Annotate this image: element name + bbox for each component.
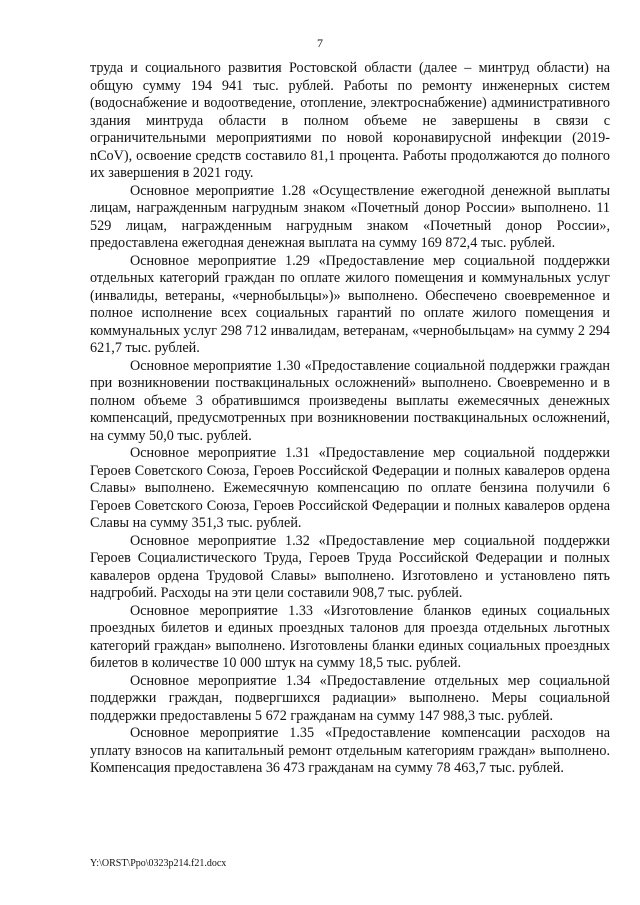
- paragraph-measure-1-35: Основное мероприятие 1.35 «Предоставление компенсации расходов на уплату взносов на капитальный ремонт отдельным категориям граждан» выполнено. Компенсация предоставлена 36 473 гражданам на сумму 78 463,7 тыс. рублей.: [90, 725, 610, 776]
- paragraph-measure-1-30: Основное мероприятие 1.30 «Предоставление социальной поддержки граждан при возникновении поствакцинальных осложнений» выполнено. Своевременно и в полном объеме 3 обратившимся произведены выплаты ежемесячных денежных компенсаций, предусмотренных при возникновении поствакцинальных осложнений, на сумму 50,0 тыс. рублей.: [90, 357, 610, 444]
- paragraph-measure-1-33: Основное мероприятие 1.33 «Изготовление бланков единых социальных проездных билетов и единых проездных талонов для проезда отдельных льготных категорий граждан» выполнено. Изготовлены бланки единых социальных проездных билетов в количестве 10 000 штук на сумму 18,5 тыс. рублей.: [90, 602, 610, 671]
- paragraph-measure-1-29: Основное мероприятие 1.29 «Предоставление мер социальной поддержки отдельных категорий граждан по оплате жилого помещения и коммунальных услуг (инвалиды, ветераны, «чернобыльцы»)» выполнено. Обеспечено своевременное и полное исполнение всех социальных гарантий по оплате жилого помещения и коммунальных услуг 298 712 инвалидам, ветеранам, «чернобыльцам» на сумму 2 294 621,7 тыс. рублей.: [90, 252, 610, 356]
- paragraph-continuation: труда и социального развития Ростовской области (далее – минтруд области) на общую сумму 194 941 тыс. рублей. Работы по ремонту инженерных систем (водоснабжение и водоотведение, отопление, электроснабжение) административного здания минтруда области в полном объеме не завершены в связи с ограничительными мероприятиями по новой коронавирусной инфекции (2019-nCoV), освоение средств составило 81,1 процента. Работы продолжаются до полного их завершения в 2021 году.: [90, 60, 610, 181]
- file-path-footer: Y:\ORST\Ppo\0323p214.f21.docx: [90, 858, 227, 869]
- document-body: [90, 60, 610, 778]
- paragraph-measure-1-32: Основное мероприятие 1.32 «Предоставление мер социальной поддержки Героев Социалистического Труда, Героев Труда Российской Федерации и полных кавалеров ордена Трудовой Славы» выполнено. Изготовлено и установлено пять надгробий. Расходы на эти цели составили 908,7 тыс. рублей.: [90, 532, 610, 601]
- paragraph-measure-1-31: Основное мероприятие 1.31 «Предоставление мер социальной поддержки Героев Советского Союза, Героев Российской Федерации и полных кавалеров ордена Славы» выполнено. Ежемесячную компенсацию по оплате бензина получили 6 Героев Советского Союза, Героев Российской Федерации и полных кавалеров ордена Славы на сумму 351,3 тыс. рублей.: [90, 445, 610, 531]
- page-number: 7: [317, 36, 323, 50]
- paragraph-measure-1-28: Основное мероприятие 1.28 «Осуществление ежегодной денежной выплаты лицам, награжденным нагрудным знаком «Почетный донор России» выполнено. 11 529 лицам, награжденным нагрудным знаком «Почетный донор России», предоставлена ежегодная денежная выплата на сумму 169 872,4 тыс. рублей.: [90, 182, 610, 251]
- paragraph-measure-1-34: Основное мероприятие 1.34 «Предоставление отдельных мер социальной поддержки граждан, подвергшихся радиации» выполнено. Меры социальной поддержки предоставлены 5 672 гражданам на сумму 147 988,3 тыс. рублей.: [90, 672, 610, 724]
